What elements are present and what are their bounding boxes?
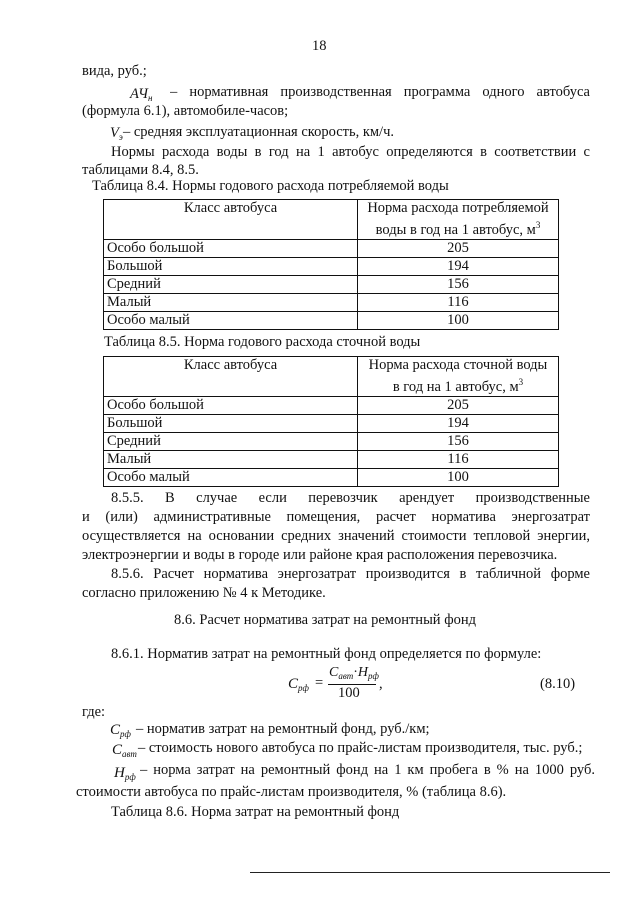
table-8-5 [103,356,559,487]
paragraph-line: осуществляется на основании средних значений стоимости тепловой энергии, [82,528,590,544]
cell-class: Большой [104,415,358,433]
paragraph-line: согласно приложению № 4 к Методике. [82,585,326,601]
header-cell: Норма расхода потребляемой воды в год на 1 автобус, $м^3$ [358,200,559,240]
table-row [104,294,559,312]
symbol-c-avt: $С_{авт}$ [112,742,137,759]
table-row [104,240,559,258]
cell-class: Особо малый [104,469,358,487]
page-number: 18 [312,38,327,54]
table-caption: Таблица 8.4. Нормы годового расхода потребляемой воды [92,178,449,194]
text-line: – нормативная производственная программа одного автобуса [170,84,590,100]
section-title: 8.6. Расчет норматива затрат на ремонтный фонд [174,612,476,628]
table-header-row [104,200,559,240]
formula-comma: , [379,676,383,692]
paragraph-line: и (или) административные помещения, расчет норматива энергозатрат [82,509,590,525]
text-line: таблицами 8.4, 8.5. [82,162,199,178]
table-row [104,469,559,487]
where-label: где: [82,704,106,720]
paragraph-line: электроэнергии и воды в городе или районе края расположения перевозчика. [82,547,558,563]
symbol-v: $V_э$ [110,125,123,142]
paragraph-8-6-1: 8.6.1. Норматив затрат на ремонтный фонд определяется по формуле: [111,646,542,662]
scan-edge-line [250,872,610,873]
symbol-n-rf: $Н_{рф}$ [114,765,136,782]
cell-value: 100 [358,312,559,330]
symbol-c-rf: $С_{рф}$ [110,722,131,739]
cell-value: 116 [358,451,559,469]
cell-value: 194 [358,258,559,276]
header-cell: Класс автобуса [104,357,358,397]
cell-value: 116 [358,294,559,312]
cell-class: Малый [104,294,358,312]
table-row [104,451,559,469]
paragraph-8-5-5: 8.5.5. В случае если перевозчик арендует производственные [111,490,590,506]
formula-numerator: $С_{авт}\cdot Н_{рф}$ [329,665,379,681]
definition-line: – норма затрат на ремонтный фонд на 1 км пробега в % на 1000 руб. [140,762,595,778]
formula-equals: = [315,675,324,691]
formula-lhs: $С_{рф}$ [288,676,309,693]
text-line: Нормы расхода воды в год на 1 автобус определяются в соответствии с [111,144,590,160]
cell-class: Средний [104,276,358,294]
table-row [104,415,559,433]
header-cell: Класс автобуса [104,200,358,240]
cell-class: Большой [104,258,358,276]
cell-value: 205 [358,240,559,258]
header-cell: Норма расхода сточной воды в год на 1 автобус, $м^3$ [358,357,559,397]
cell-value: 156 [358,276,559,294]
definition-line: – стоимость нового автобуса по прайс-листам производителя, тыс. руб.; [138,740,583,756]
definition-line: – норматив затрат на ремонтный фонд, руб./км; [136,721,430,737]
cell-class: Средний [104,433,358,451]
text-line: (формула 6.1), автомобиле-часов; [82,103,289,119]
table-row [104,312,559,330]
cell-value: 194 [358,415,559,433]
table-caption: Таблица 8.6. Норма затрат на ремонтный фонд [111,804,400,820]
symbol-ach: $АЧ_н$ [130,86,153,103]
table-header-row [104,357,559,397]
text-line: вида, руб.; [82,63,147,79]
text-line: – средняя эксплуатационная скорость, км/ч. [123,124,394,140]
cell-class: Особо большой [104,240,358,258]
cell-value: 205 [358,397,559,415]
formula-number: (8.10) [540,676,576,692]
paragraph-8-5-6: 8.5.6. Расчет норматива энергозатрат производится в табличной форме [111,566,590,582]
table-row [104,276,559,294]
table-8-4 [103,199,559,330]
cell-class: Особо малый [104,312,358,330]
definition-line: стоимости автобуса по прайс-листам производителя, % (таблица 8.6). [76,784,507,800]
table-row [104,258,559,276]
table-caption: Таблица 8.5. Норма годового расхода сточной воды [104,334,421,350]
cell-value: 156 [358,433,559,451]
cell-class: Малый [104,451,358,469]
table-row [104,397,559,415]
cell-class: Особо большой [104,397,358,415]
formula-denominator: 100 [338,685,360,701]
table-row [104,433,559,451]
cell-value: 100 [358,469,559,487]
